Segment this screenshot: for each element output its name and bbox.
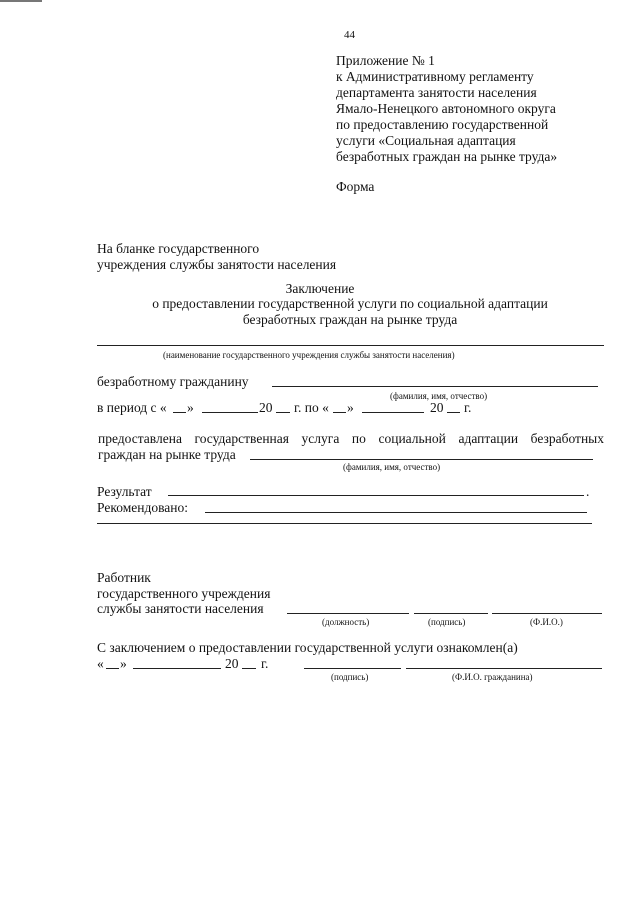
header-line: услуги «Социальная адаптация xyxy=(336,133,516,148)
recommended-label: Рекомендовано: xyxy=(97,500,188,515)
worker-signature-field[interactable] xyxy=(414,613,488,614)
document-title: Заключение xyxy=(285,281,355,296)
citizen-name-field[interactable] xyxy=(272,386,598,387)
page-number: 44 xyxy=(344,29,355,41)
period-text: г. xyxy=(464,400,472,415)
result-label: Результат xyxy=(97,484,152,499)
ack-date-text: 20 xyxy=(225,656,239,671)
ack-signature-caption: (подпись) xyxy=(331,672,369,682)
period-text: г. по « xyxy=(294,400,329,415)
period-text: 20 xyxy=(259,400,273,415)
letterhead-line: учреждения службы занятости населения xyxy=(97,257,337,272)
result-end: . xyxy=(586,484,590,499)
period-start-month-field[interactable] xyxy=(202,412,258,413)
header-line: департамента занятости населения xyxy=(336,85,537,100)
worker-fio-field[interactable] xyxy=(492,613,602,614)
position-caption: (должность) xyxy=(322,617,370,627)
period-start-year-field[interactable] xyxy=(276,412,290,413)
institution-name-field[interactable] xyxy=(97,345,604,346)
recommended-field[interactable] xyxy=(205,512,587,513)
ack-date-text: » xyxy=(120,656,127,671)
ack-signature-field[interactable] xyxy=(304,668,401,669)
fio-caption: (Ф.И.О.) xyxy=(530,617,563,627)
ack-date-text: « xyxy=(97,656,104,671)
header-line: к Административному регламенту xyxy=(336,69,534,84)
letterhead-line: На бланке государственного xyxy=(97,241,260,256)
scan-corner-mark xyxy=(0,0,42,2)
service-text: граждан на рынке труда xyxy=(98,447,236,462)
worker-position-field[interactable] xyxy=(287,613,409,614)
document-subtitle: безработных граждан на рынке труда xyxy=(242,312,458,327)
ack-date-text: г. xyxy=(261,656,269,671)
citizen-caption: (фамилия, имя, отчество) xyxy=(390,391,488,401)
worker-line: Работник xyxy=(97,570,151,585)
ack-month-field[interactable] xyxy=(133,668,221,669)
period-end-day-field[interactable] xyxy=(333,412,346,413)
ack-year-field[interactable] xyxy=(242,668,256,669)
worker-line: службы занятости населения xyxy=(97,601,264,616)
period-text: 20 xyxy=(430,400,444,415)
ack-day-field[interactable] xyxy=(106,668,119,669)
service-caption: (фамилия, имя, отчество) xyxy=(343,462,441,472)
period-text: в период с « xyxy=(97,400,167,415)
form-label: Форма xyxy=(336,179,375,194)
period-text: » xyxy=(347,400,354,415)
service-recipient-field[interactable] xyxy=(250,459,593,460)
acknowledge-text: С заключением о предоставлении государственной услуги ознакомлен(а) xyxy=(97,640,518,655)
period-end-month-field[interactable] xyxy=(362,412,424,413)
result-field[interactable] xyxy=(168,495,584,496)
ack-fio-field[interactable] xyxy=(406,668,602,669)
citizen-label: безработному гражданину xyxy=(97,374,249,389)
header-line: по предоставлению государственной xyxy=(336,117,549,132)
worker-line: государственного учреждения xyxy=(97,586,271,601)
header-line: Ямало-Ненецкого автономного округа xyxy=(336,101,556,116)
signature-caption: (подпись) xyxy=(428,617,466,627)
document-subtitle: о предоставлении государственной услуги по социальной адаптации xyxy=(152,296,548,311)
period-start-day-field[interactable] xyxy=(173,412,186,413)
period-text: » xyxy=(187,400,194,415)
header-line: безработных граждан на рынке труда» xyxy=(336,149,558,164)
service-text: предоставлена государственная услуга по социальной адаптации безработных xyxy=(98,431,604,446)
period-end-year-field[interactable] xyxy=(447,412,460,413)
institution-caption: (наименование государственного учреждения службы занятости населения) xyxy=(163,350,455,360)
header-line: Приложение № 1 xyxy=(336,53,435,68)
ack-fio-caption: (Ф.И.О. гражданина) xyxy=(452,672,533,682)
recommended-field-line2[interactable] xyxy=(97,523,592,524)
